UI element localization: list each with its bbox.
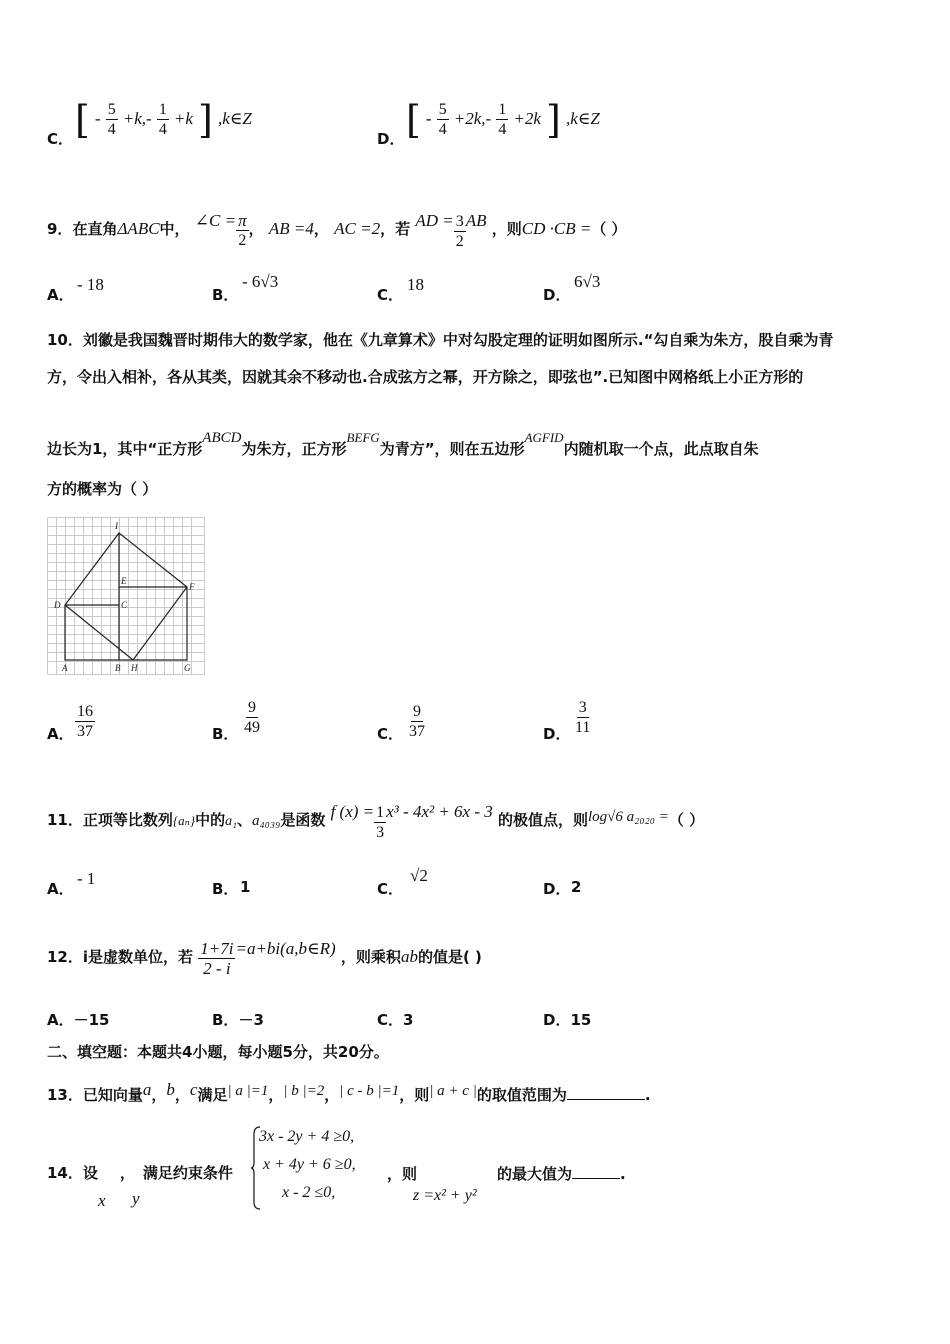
- question-9: 9．在直角ΔABC中， ∠C = $\frac{\pi}{2}$ ， AB =4， AC =2，若 AD = $\frac{3}{2}$ AB ，则CD ·CB =（ ）: [47, 211, 627, 250]
- label-f: F: [189, 582, 195, 592]
- q9-option-b-label: B．: [212, 286, 239, 304]
- fraction: $\frac{5}{4}$: [107, 101, 116, 138]
- expr-tail: ,k∈Z: [217, 109, 252, 128]
- bracket-close: ]: [198, 97, 213, 142]
- question-10-line-1: 10．刘徽是我国魏晋时期伟大的数学家，他在《九章算术》中对勾股定理的证明如图所示.“勾自乘为朱方，股自乘为青: [47, 331, 834, 349]
- answer-blank[interactable]: [572, 1178, 620, 1179]
- q8-option-d-label: D．: [377, 130, 405, 148]
- q11-option-a-value: - 1: [77, 869, 96, 888]
- q14-constraint-2: x + 4y + 6 ≥0,: [263, 1156, 356, 1173]
- q9-option-c-label: C．: [377, 286, 404, 304]
- q11-option-c-label: C．: [377, 880, 404, 898]
- fraction: $\frac{5}{4}$: [438, 101, 447, 138]
- q12-option-d-label: D．15: [543, 1011, 592, 1029]
- q10-option-d-label: D．: [543, 725, 571, 743]
- q10-option-a-value: $\frac{16}{37}$: [77, 703, 93, 740]
- q11-option-b-value: 1: [240, 878, 251, 896]
- q14-var-x: x: [98, 1191, 106, 1210]
- q9-option-b-value: - 6√3: [242, 272, 279, 291]
- label-a: A: [62, 663, 68, 673]
- question-10-line-3: 边长为1，其中“正方形ABCD为朱方，正方形BEFG为青方”，则在五边形AGFID内随机取一个点，此点取自朱: [47, 430, 759, 458]
- expr-part: +2k,-: [453, 109, 492, 128]
- fraction: $\frac{1}{4}$: [498, 101, 507, 138]
- q9-option-c-value: 18: [407, 275, 424, 294]
- expr-tail: ,k∈Z: [565, 109, 600, 128]
- q11-option-d-value: 2: [571, 878, 582, 896]
- q9-option-a-value: - 18: [77, 275, 104, 294]
- minus: -: [425, 109, 432, 128]
- q14-constraint-1: 3x - 2y + 4 ≥0,: [259, 1128, 355, 1145]
- answer-blank[interactable]: [567, 1099, 645, 1100]
- question-14: 14．设 ， 满足约束条件: [47, 1164, 233, 1182]
- q12-option-c-label: C．3: [377, 1011, 414, 1029]
- q10-option-b-label: B．: [212, 725, 239, 743]
- q10-option-d-value: $\frac{3}{11}$: [575, 699, 591, 736]
- q14-var-y: y: [132, 1189, 140, 1208]
- q14-text-then: ，则: [387, 1165, 418, 1183]
- section-2-heading: 二、填空题：本题共4小题，每小题5分，共20分。: [47, 1043, 389, 1061]
- q10-grid-figure: [47, 517, 205, 675]
- grid-lines: [47, 517, 205, 675]
- q14-constraint-3: x - 2 ≤0,: [282, 1184, 336, 1201]
- q8-option-c-expr: [75, 97, 252, 142]
- label-h: H: [131, 663, 138, 673]
- label-c: C: [121, 600, 128, 610]
- label-i: I: [115, 521, 118, 531]
- q8-option-c-label: C．: [47, 130, 74, 148]
- label-e: E: [121, 576, 127, 586]
- expr-part: +k: [173, 109, 193, 128]
- q11-option-a-label: A．: [47, 880, 74, 898]
- question-13: 13．已知向量a，b，c满足| a |=1，| b |=2，| c - b |=1，则| a + c |的取值范围为 .: [47, 1080, 651, 1104]
- label-d: D: [54, 600, 61, 610]
- question-12: 12．i是虚数单位，若 $\frac{1+7i}{2 - i}$ =a+bi(a,b∈R) ，则乘积ab的值是( ): [47, 939, 482, 978]
- q10-option-c-value: $\frac{9}{37}$: [409, 703, 425, 740]
- bracket-open: [: [75, 97, 90, 142]
- q9-option-d-value: 6√3: [574, 272, 601, 291]
- q10-option-b-value: $\frac{9}{49}$: [244, 699, 260, 736]
- q11-option-d-label: D．: [543, 880, 571, 898]
- q10-option-a-label: A．: [47, 725, 74, 743]
- question-10-line-2: 方，令出入相补，各从其类，因就其余不移动也.合成弦方之幂，开方除之，即弦也”.已知图中网格纸上小正方形的: [47, 368, 804, 386]
- minus: -: [94, 109, 101, 128]
- question-10-line-4: 方的概率为（ ）: [47, 480, 158, 498]
- question-11: 11．正项等比数列{aₙ}中的a₁、a₄₀₃₉是函数 f (x) = $\frac{1}{3}$ x³ - 4x² + 6x - 3 的极值点，则log√6 a₂₀₂₀ =（ ）: [47, 802, 705, 841]
- q12-option-a-label: A．－15: [47, 1011, 110, 1029]
- bracket-open: [: [406, 97, 421, 142]
- expr-part: +k,-: [122, 109, 152, 128]
- fraction: $\frac{1}{4}$: [158, 101, 167, 138]
- q12-option-b-label: B．－3: [212, 1011, 264, 1029]
- q8-option-d-expr: [406, 97, 600, 142]
- q9-option-d-label: D．: [543, 286, 571, 304]
- expr-part: +2k: [513, 109, 541, 128]
- bracket-close: ]: [546, 97, 561, 142]
- q14-text-max: 的最大值为 .: [497, 1165, 626, 1183]
- q11-option-c-value: √2: [410, 866, 428, 885]
- q10-option-c-label: C．: [377, 725, 404, 743]
- q9-option-a-label: A．: [47, 286, 74, 304]
- q11-option-b-label: B．: [212, 880, 239, 898]
- q14-objective: z =x² + y²: [413, 1187, 477, 1204]
- label-g: G: [184, 663, 191, 673]
- label-b: B: [115, 663, 121, 673]
